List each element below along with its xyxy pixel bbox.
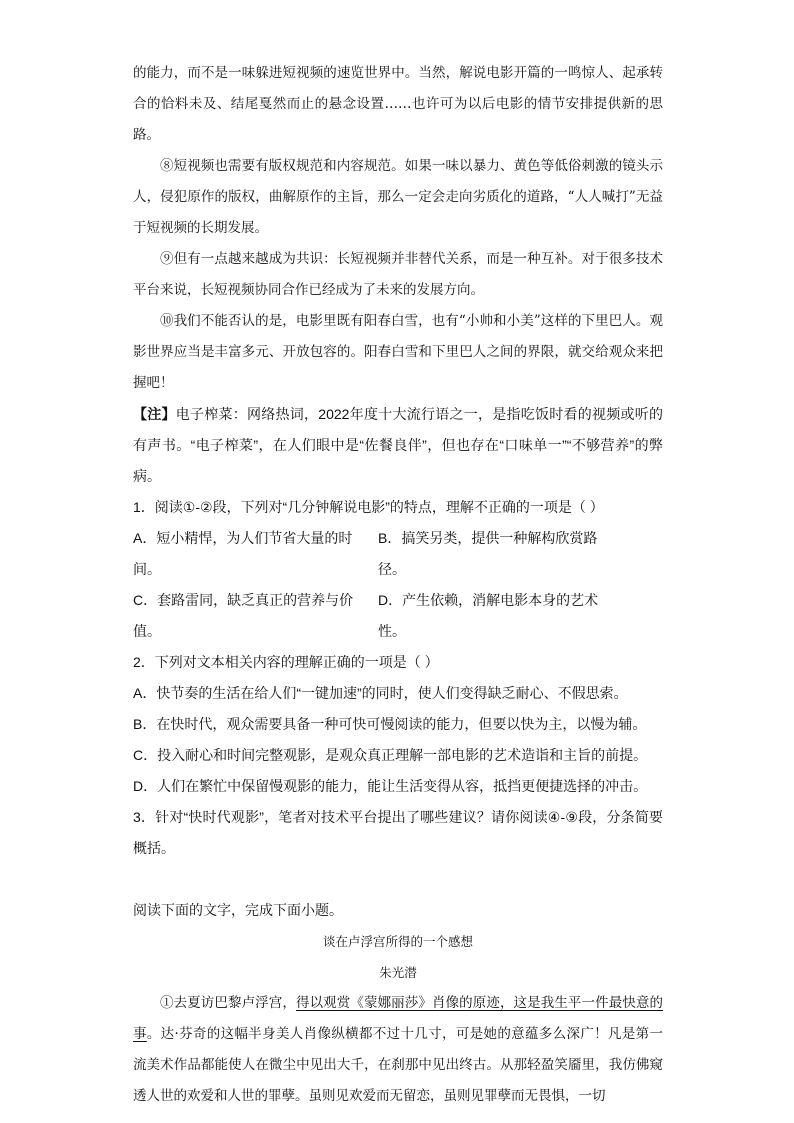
section-spacer (133, 864, 663, 895)
question-1-option-a: A．短小精悍，为人们节省大量的时间。 (133, 530, 353, 577)
passage1-paragraph-8: ⑧短视频也需要有版权规范和内容规范。如果一味以暴力、黄色等低俗刺激的镜头示人，侵犯原作的版权，曲解原作的主旨，那么一定会走向劣质化的道路，“人人喊打”无益于短视频的长期发展。 (133, 158, 663, 236)
passage2-paragraph-1 (133, 988, 663, 1112)
note-text: 电子榨菜：网络热词，2022年度十大流行语之一，是指吃饭时看的视频或听的有声书。“电子榨菜”，在人们眼中是“佐餐良伴”，但也存在“口味单一”“不够营养”的弊病。 (133, 406, 663, 484)
question-2-option-c: C．投入耐心和时间完整观影，是观众真正理解一部电影的艺术造诣和主旨的前提。 (133, 747, 648, 763)
question-2-option-d: D．人们在繁忙中保留慢观影的能力，能让生活变得从容，抵挡更便捷选择的冲击。 (133, 778, 648, 794)
passage1-paragraph-9: ⑨但有一点越来越成为共识：长短视频并非替代关系，而是一种互补。对于很多技术平台来说，长短视频协同合作已经成为了未来的发展方向。 (133, 251, 663, 298)
passage2-author: 朱光潜 (379, 965, 417, 980)
question-3-stem: 3．针对“快时代观影”，笔者对技术平台提出了哪些建议？请你阅读④-⑨段，分条简要概括。 (133, 809, 663, 856)
question-1-option-b: B．搞笑另类，提供一种解构欣赏路径。 (378, 530, 598, 577)
question-1-option-c: C．套路雷同，缺乏真正的营养与价值。 (133, 592, 354, 639)
document-page (133, 58, 663, 1112)
passage2-instruction: 阅读下面的文字，完成下面小题。 (133, 902, 343, 918)
question-2-stem: 2．下列对文本相关内容的理解正确的一项是（ ） (133, 654, 439, 670)
passage2-paragraph-1-rest: 。达·芬奇的这幅半身美人肖像纵横都不过十几寸，可是她的意蕴多么深广！凡是第一流美术作品都能使人在微尘中见出大千，在刹那中见出终古。从那轻盈笑靥里，我仿佛窥透人世的欢爱和人世的罪孽。虽则见欢爱而无留恋，虽则见罪孽而无畏惧，一切 (133, 1026, 664, 1104)
passage1-paragraph-10: ⑩我们不能否认的是，电影里既有阳春白雪，也有“小帅和小美”这样的下里巴人。观影世界应当是丰富多元、开放包容的。阳春白雪和下里巴人之间的界限，就交给观众来把握吧！ (133, 313, 663, 391)
question-1-stem: 1．阅读①-②段，下列对“几分钟解说电影”的特点，理解不正确的一项是（ ） (133, 499, 604, 515)
question-1-options-row-2 (133, 585, 663, 647)
question-1-option-d: D．产生依赖，消解电影本身的艺术性。 (378, 592, 599, 639)
passage1-note (133, 399, 663, 492)
passage2-underlined-sentence: 得以观赏《蒙娜丽莎》肖像的原迹，这是我生平一件最快意的事 (133, 995, 664, 1042)
question-2-option-a: A．快节奏的生活在给人们“一键加速”的同时，使人们变得缺乏耐心、不假思索。 (133, 685, 628, 701)
question-1-options-row-1 (133, 523, 663, 585)
passage2-paragraph-1-lead: ①去夏访巴黎卢浮宫， (160, 995, 296, 1011)
note-tag: 【注】 (133, 406, 176, 422)
passage1-paragraph-continued: 的能力，而不是一味躲进短视频的速览世界中。当然，解说电影开篇的一鸣惊人、起承转合的恰料未及、结尾戛然而止的悬念设置……也许可为以后电影的情节安排提供新的思路。 (133, 65, 663, 143)
passage2-title: 谈在卢浮宫所得的一个感想 (322, 934, 473, 949)
question-2-option-b: B．在快时代，观众需要具备一种可快可慢阅读的能力，但要以快为主，以慢为辅。 (133, 716, 647, 732)
